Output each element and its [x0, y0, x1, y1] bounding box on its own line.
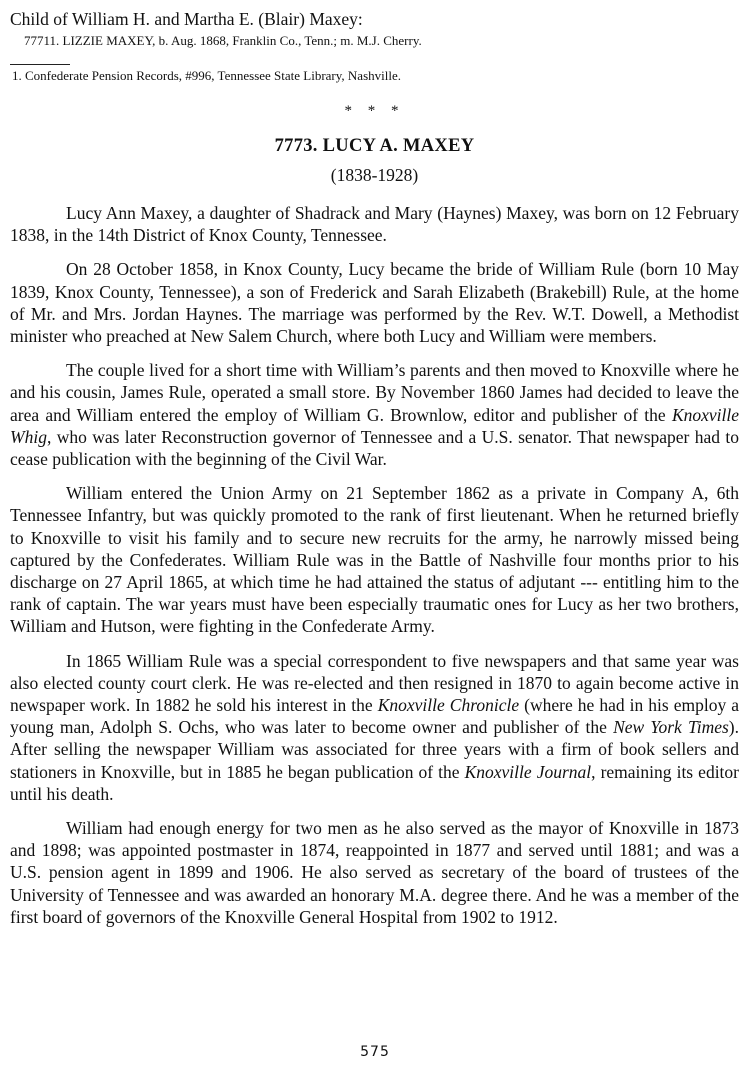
- paragraph-text: Lucy Ann Maxey, a daughter of Shadrack and Mary (Haynes) Maxey, was born on 12 February 1838, in the 14th District of Knox County, Tennessee.: [10, 203, 739, 246]
- document-page: [10, 8, 739, 928]
- body-paragraph: [10, 650, 739, 805]
- italic-title: Knoxville Journal: [464, 761, 592, 782]
- paragraph-text: On 28 October 1858, in Knox County, Lucy became the bride of William Rule (born 10 May 1839, Knox County, Tennessee), a son of Frederick and Sarah Elizabeth (Brakebill) Rule, at the home of Mr. and Mrs. Jordan Haynes. The marriage was performed by the Rev. W.T. Dowell, a Methodist minister who preached at New Salem Church, where both Lucy and William were members.: [10, 259, 739, 347]
- italic-title: Knoxville Whig: [10, 404, 739, 447]
- entry-dates: (1838-1928): [330, 165, 419, 185]
- footnote: 1. Confederate Pension Records, #996, Tennessee State Library, Nashville.: [12, 68, 401, 83]
- paragraph-text: In 1865 William Rule was a special correspondent to five newspapers and that same year was also elected county court clerk. He was re-elected and then resigned in 1870 to again become active in newspaper work. In 1882 he sold his interest in the: [10, 650, 739, 716]
- footnote-rule: [10, 64, 70, 65]
- entry-title: 7773. LUCY A. MAXEY: [274, 136, 475, 156]
- section-separator: * * *: [344, 103, 405, 119]
- paragraph-text: ). After selling the newspaper William was associated for three years with a firm of book sellers and stationers in Knoxville, but in 1885 he began publication of the: [10, 717, 739, 782]
- body-paragraph: [10, 817, 739, 928]
- paragraph-text: (where he had in his employ a young man, Adolph S. Ochs, who was later to become owner and publisher of the: [10, 695, 740, 738]
- paragraph-text: William entered the Union Army on 21 September 1862 as a private in Company A, 6th Tennessee Infantry, but was quickly promoted to the rank of first lieutenant. When he returned briefly to Knoxville to visit his family and to secure new recruits for the army, he narrowly missed being captured by the Confederates. William Rule was in the Battle of Nashville four months prior to his discharge on 27 April 1865, at which time he had attained the status of adjutant --- entitling him to the rank of captain. The war years must have been especially traumatic ones for Lucy as her two brothers, William and Hutson, were fighting in the Confederate Army.: [10, 483, 739, 637]
- children-list-heading: Child of William H. and Martha E. (Blair) Maxey:: [10, 9, 363, 29]
- body-paragraph: [10, 258, 739, 347]
- body-paragraph: [10, 359, 739, 470]
- entry-body: [10, 202, 739, 928]
- paragraph-text: The couple lived for a short time with William’s parents and then moved to Knoxville where he and his cousin, James Rule, operated a small store. By November 1860 James had decided to leave the area and William entered the employ of William G. Brownlow, editor and publisher of the: [10, 360, 739, 425]
- body-paragraph: [10, 482, 739, 637]
- page-number: 575: [360, 1044, 390, 1060]
- paragraph-text: William had enough energy for two men as he also served as the mayor of Knoxville in 1873 and 1898; was appointed postmaster in 1874, reappointed in 1877 and served until 1881; and was a U.S. pension agent in 1899 and 1906. He also served as secretary of the board of trustees of the University of Tennessee and was awarded an honorary M.A. degree there. And he was a member of the first board of governors of the Knoxville General Hospital from 1902 to 1912.: [10, 818, 739, 927]
- paragraph-text: , who was later Reconstruction governor of Tennessee and a U.S. senator. That newspaper had to cease publication with the beginning of the Civil War.: [10, 426, 739, 470]
- child-entry: 77711. LIZZIE MAXEY, b. Aug. 1868, Franklin Co., Tenn.; m. M.J. Cherry.: [24, 33, 422, 48]
- body-paragraph: [10, 202, 739, 246]
- italic-title: Knoxville Chronicle: [377, 695, 520, 716]
- italic-title: New York Times: [613, 717, 729, 738]
- paragraph-text: , remaining its editor until his death.: [10, 761, 739, 804]
